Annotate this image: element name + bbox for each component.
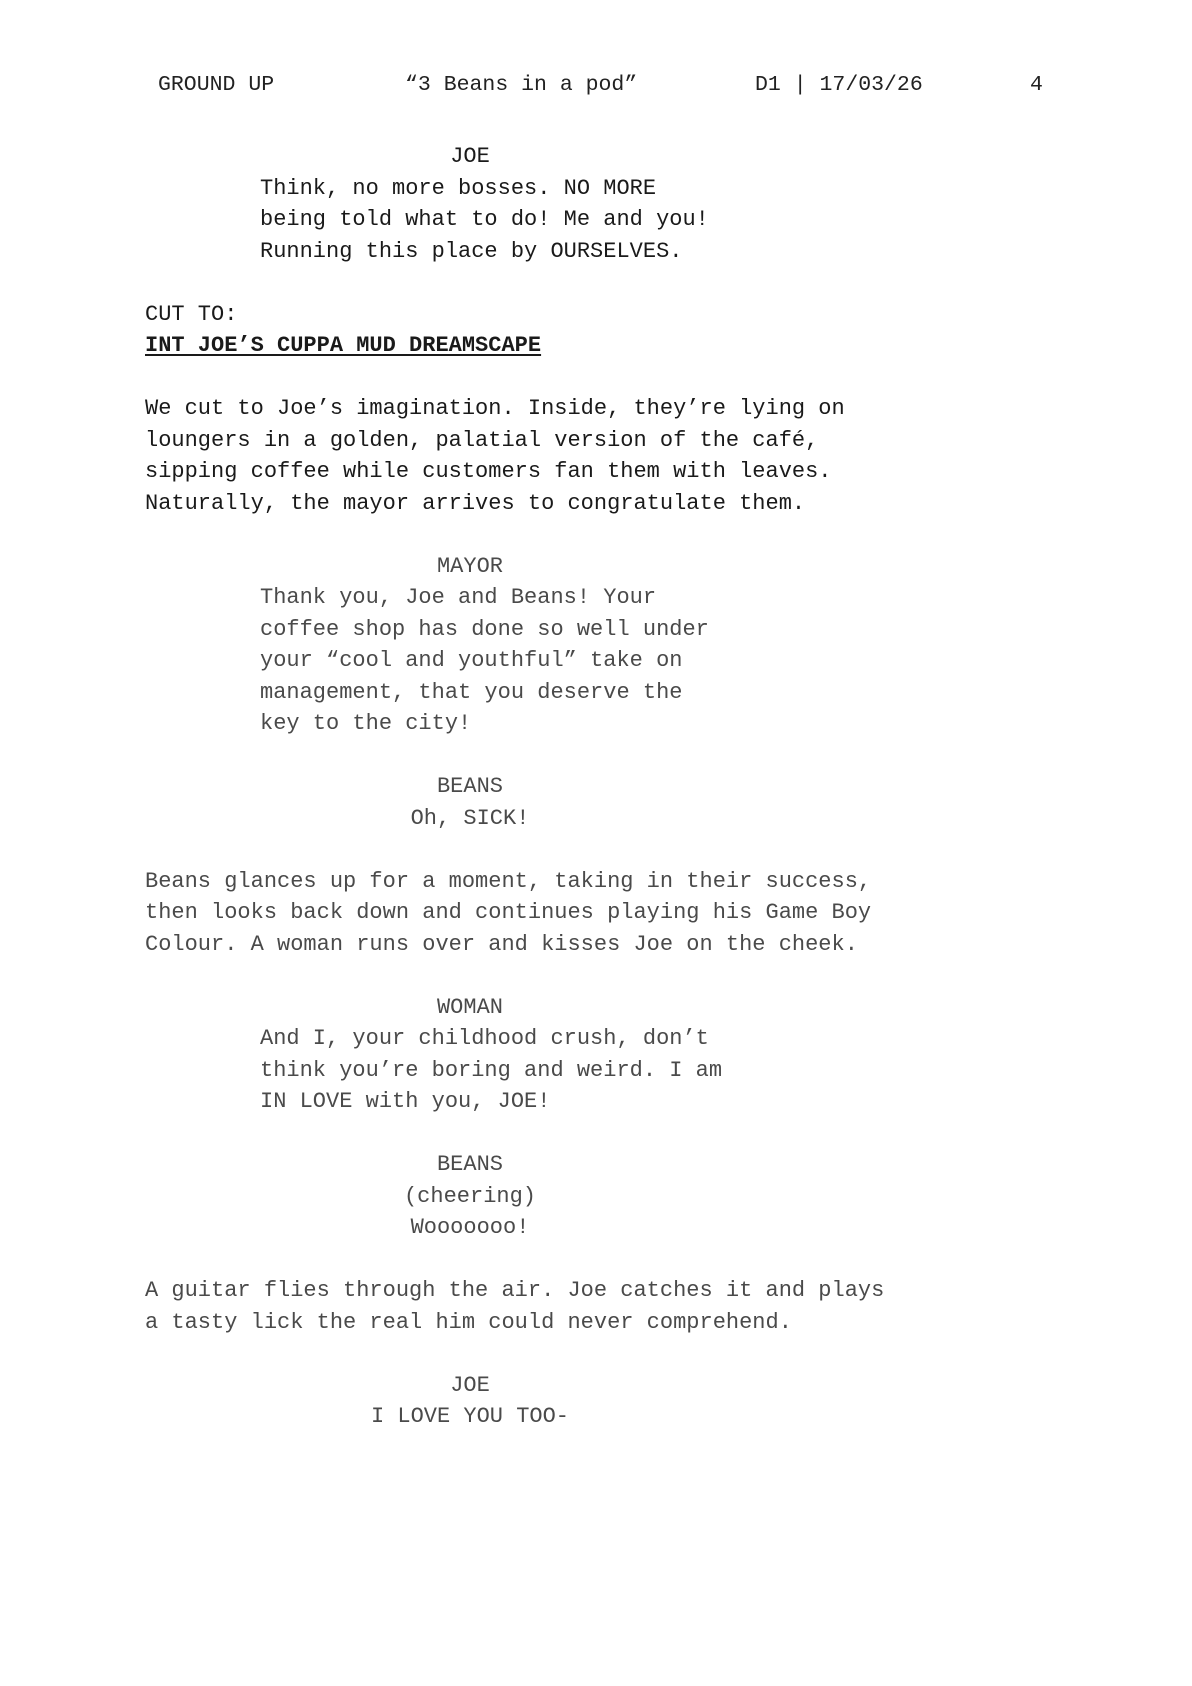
character-name: JOE xyxy=(450,144,490,169)
page-header xyxy=(0,70,1192,102)
dialogue-text: Wooooooo! xyxy=(410,1215,530,1240)
dialogue-text: I LOVE YOU TOO- xyxy=(370,1404,570,1429)
project-title: GROUND UP xyxy=(158,73,275,97)
screenplay-page xyxy=(145,141,1045,1433)
dialogue-block-beans-2 xyxy=(145,1149,1045,1244)
dialogue-block-woman xyxy=(145,992,1045,1118)
page-number: 4 xyxy=(1030,73,1043,97)
character-name: JOE xyxy=(450,1372,490,1398)
draft-date: D1 | 17/03/26 xyxy=(755,73,923,97)
dialogue-text: Oh, SICK! xyxy=(410,805,530,831)
dialogue-text: Thank you, Joe and Beans! Your coffee shop has done so well under your “cool and youthful” take on management, that you deserve the key to the city! xyxy=(260,585,709,736)
dialogue-text: And I, your childhood crush, don’t think you’re boring and weird. I am IN LOVE with you, JOE! xyxy=(260,1026,723,1114)
character-name: WOMAN xyxy=(436,994,503,1020)
character-name: BEANS xyxy=(436,1152,503,1177)
parenthetical: (cheering) xyxy=(403,1183,537,1209)
action-line: Beans glances up for a moment, taking in their success, then looks back down and continues playing his Game Boy Colour. A woman runs over and kisses Joe on the cheek. xyxy=(145,868,872,957)
action-line: We cut to Joe’s imagination. Inside, they’re lying on loungers in a golden, palatial version of the café, sipping coffee while customers fan them with leaves. Naturally, the mayor arrives to congratulate them. xyxy=(145,396,845,516)
character-name: MAYOR xyxy=(436,553,503,579)
action-line: A guitar flies through the air. Joe catches it and plays a tasty lick the real him could never comprehend. xyxy=(145,1278,885,1335)
character-name: BEANS xyxy=(436,774,503,799)
dialogue-block-beans-1 xyxy=(145,771,1045,834)
episode-title: “3 Beans in a pod” xyxy=(405,73,638,97)
transition: CUT TO: xyxy=(145,301,238,327)
scene-heading: INT JOE’S CUPPA MUD DREAMSCAPE xyxy=(145,333,542,358)
dialogue-block-joe-1 xyxy=(145,141,1045,267)
dialogue-block-mayor xyxy=(145,551,1045,740)
dialogue-text: Think, no more bosses. NO MORE being told what to do! Me and you! Running this place by OURSELVES. xyxy=(260,175,709,264)
dialogue-block-joe-2 xyxy=(145,1370,1045,1433)
